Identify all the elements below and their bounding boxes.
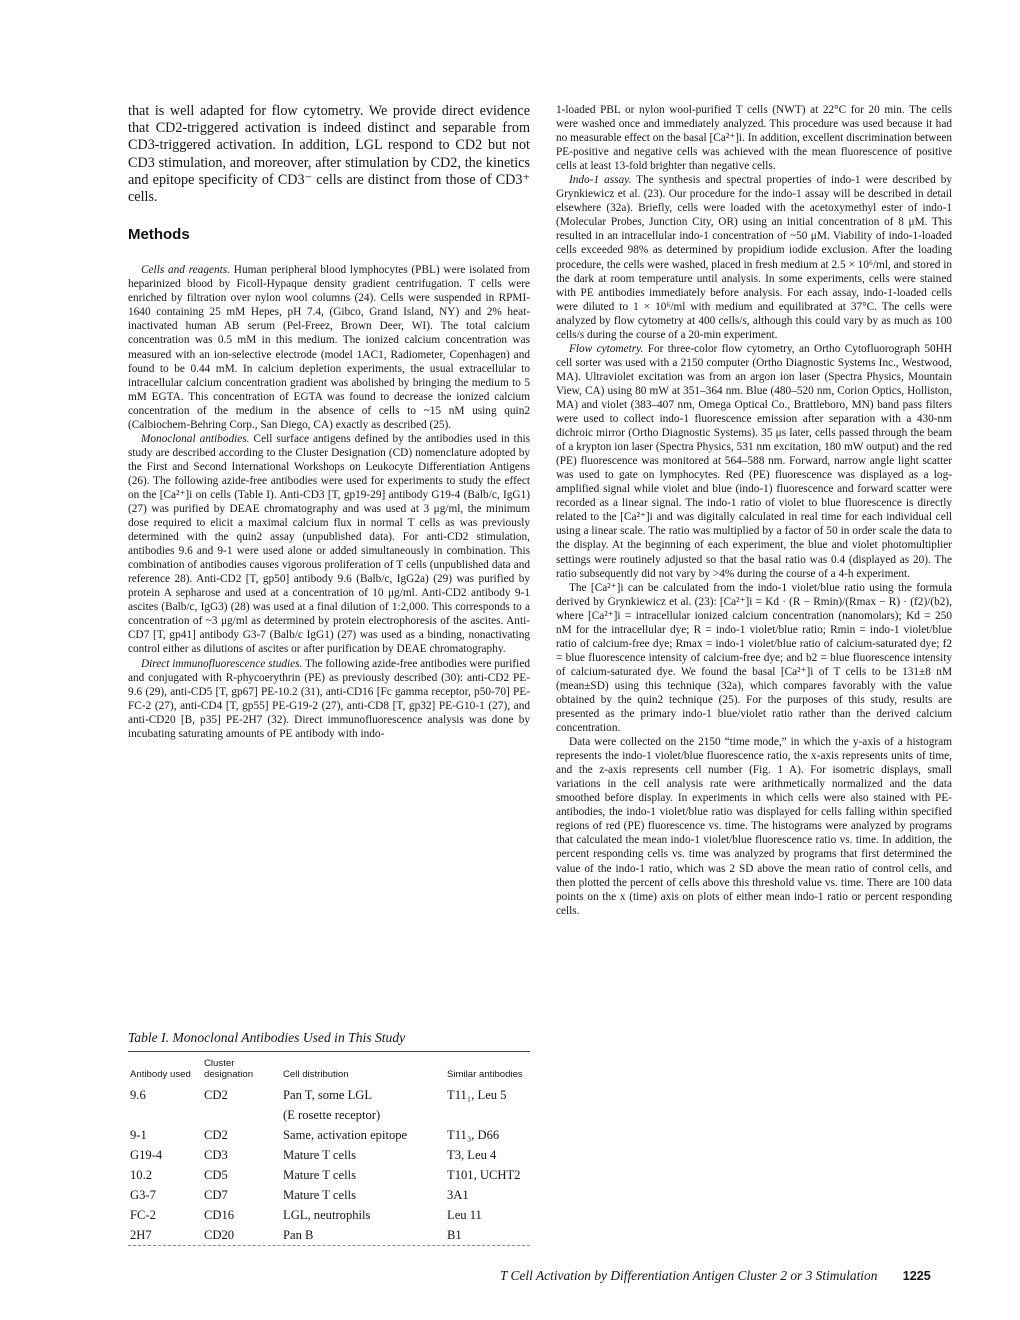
indo1-assay-paragraph <box>556 173 952 342</box>
cell-cluster: CD2 <box>204 1128 228 1142</box>
cell-cluster: CD16 <box>204 1208 235 1222</box>
cell-cluster: CD3 <box>204 1148 228 1162</box>
antibody-table <box>128 1052 530 1245</box>
flow-cytometry-paragraph <box>556 342 952 581</box>
page-number: 1225 <box>902 1269 931 1283</box>
table-caption: Table I. Monoclonal Antibodies Used in This Study <box>128 1030 406 1045</box>
table-row <box>128 1145 530 1165</box>
header-antibody-used: Antibody used <box>130 1069 191 1080</box>
cell-antibody: G19-4 <box>130 1148 163 1162</box>
intro-paragraph: that is well adapted for flow cytometry. We provide direct evidence that CD2-triggered activation is indeed distinct and separable from CD3-triggered activation. In addition, LGL respond to CD2 but not CD3 stimulation, and moreover, after stimulation by CD2, the kinetics and epitope specificity of CD3⁻ cells are distinct from those of CD3⁺ cells. <box>128 103 530 206</box>
cell-distribution: Pan T, some LGL <box>283 1088 373 1102</box>
cell-distribution: Mature T cells <box>283 1168 356 1182</box>
table-header-row <box>128 1052 530 1085</box>
flow-cytometry-text: For three-color flow cytometry, an Ortho Cytofluorograph 50HH cell sorter was used with a 2150 computer (Ortho Diagnostic Systems Inc., Westwood, MA). Ultraviolet excitation was from an argon ion laser (Spectra Physics, Mountain View, CA) using 80 mW at 351–364 nm. Blue (480–520 nm, Corion Optics, Holliston, MA) and violet (383–407 nm, Omega Optical Co., Brattleboro, MN) band pass filters were used to collect indo-1 fluorescence emission after separation with a 430-nm dichroic mirror (Ortho Diagnostic Systems). 35 μs later, cells passed through the beam of a krypton ion laser (Spectra Physics, 531 nm excitation, 180 mW output) and the red (PE) fluorescence was monitored at 564–588 nm. Forward, narrow angle light scatter was used to gate on lymphocytes. Red (PE) fluorescence was displayed as a log-amplified signal while violet and blue (indo-1) fluorescence and forward scatter were recorded as a linear signal. The indo-1 ratio of violet to blue fluorescence is directly related to the [Ca²⁺]i and was digitally calculated in real time for each individual cell using a linear scale. The ratio was multiplied by a factor of 50 in order scale the data to the display. At the beginning of each experiment, the blue and violet photomultiplier settings were routinely adjusted so that the basal ratio was 0.4 (displayed as 20). The ratio subsequently did not vary by >4% during the course of a 4-h experiment. <box>556 342 952 580</box>
cells-reagents-text: Human peripheral blood lymphocytes (PBL) were isolated from heparinized blood by Ficoll-Hypaque density gradient centrifugation. T cells were enriched by filtration over nylon wool columns (24). Cells were suspended in RPMI-1640 containing 25 mM Hepes, pH 7.4, (Gibco, Grand Island, NY) and 2% heat-inactivated human AB serum (Pel-Freez, Brown Deer, WI). The total calcium concentration was 0.5 mM in this medium. The ionized calcium concentration was measured with an ion-selective electrode (model 1AC1, Radiometer, Copenhagen) and found to be 0.44 mM. In calcium depletion experiments, the usual extracellular to intracellular calcium concentration gradient was abolished by bringing the medium to 5 mM EGTA. This concentration of EGTA was found to decrease the ionized calcium concentration of the medium in the absence of cells to ~15 nM using quin2 (Calbiochem-Behring Corp., San Diego, CA) exactly as described (25). <box>128 264 530 431</box>
table-bottom-rule <box>128 1245 530 1246</box>
cell-similar: T3, Leu 4 <box>447 1148 497 1162</box>
flow-cytometry-label: Flow cytometry. <box>569 342 644 355</box>
cell-cluster: CD2 <box>204 1088 228 1102</box>
table-1 <box>128 1030 530 1246</box>
cell-antibody: FC-2 <box>130 1208 156 1222</box>
running-title: T Cell Activation by Differentiation Antigen Cluster 2 or 3 Stimulation <box>500 1268 878 1283</box>
continued-paragraph: 1-loaded PBL or nylon wool-purified T cells (NWT) at 22°C for 20 min. The cells were washed once and immediately analyzed. This procedure was used because it had no measurable effect on the basal [Ca²⁺]i. In addition, excellent discrimination between PE-positive and negative cells was achieved with the mean fluorescence of positive cells at least 13-fold brighter than negative cells. <box>556 104 952 173</box>
data-collection-paragraph: Data were collected on the 2150 “time mode,” in which the y-axis of a histogram represents the indo-1 violet/blue fluorescence ratio, the x-axis represents units of time, and the z-axis represents cell number (Fig. 1 A). For isometric displays, small variations in the cell analysis rate were arithmetically normalized and the data smoothed before display. In experiments in which cells were also stained with PE-antibodies, the indo-1 violet/blue ratio was displayed for cells falling within specified regions of red (PE) fluorescence vs. time. The histograms were analyzed by programs that calculated the mean indo-1 violet/blue fluorescence ratio vs. time. In addition, the percent responding cells vs. time was analyzed by programs that first determined the value of the indo-1 ratio, which was 2 SD above the mean ratio of control cells, and then plotted the percent of cells above this threshold value vs. time. There are 100 data points on the x (time) axis on plots of either mean indo-1 ratio or percent responding cells. <box>556 736 952 917</box>
cell-distribution: Mature T cells <box>283 1188 356 1202</box>
cell-similar: T11₃, D66 <box>447 1128 500 1142</box>
immunofluorescence-paragraph <box>128 657 530 741</box>
cell-distribution: Same, activation epitope <box>283 1128 408 1142</box>
cells-reagents-paragraph <box>128 263 530 432</box>
immunofluorescence-text: The following azide-free antibodies were purified and conjugated with R-phycoerythrin (PE) as previously described (30): anti-CD2 PE-9.6 (29), anti-CD5 [T, gp67] PE-10.2 (31), anti-CD16 [Fc gamma receptor, p50-70] PE-FC-2 (27), anti-CD4 [T, gp55] PE-G19-2 (27), anti-CD8 [T, gp32] PE-G10-1 (27), and anti-CD20 [B, p35] PE-2H7 (32). Direct immunofluorescence analysis was done by incubating saturating amounts of PE antibody with indo- <box>128 657 530 740</box>
cell-similar: T101, UCHT2 <box>447 1168 521 1182</box>
monoclonal-antibodies-text: Cell surface antigens defined by the antibodies used in this study are described according to the Cluster Designation (CD) nomenclature adopted by the First and Second International Workshops on Leukocyte Differentiation Antigens (26). The following azide-free antibodies were used for experiments to study the effect on the [Ca²⁺]i on cells (Table I). Anti-CD3 [T, gp19-29] antibody G19-4 (Balb/c, IgG1) (27) was purified by DEAE chromatography and was used at 3 μg/ml, the minimum dose required to elicit a maximal calcium flux in normal T cells as was previously determined with the quin2 assay (unpublished data). For anti-CD2 stimulation, antibodies 9.6 and 9-1 were used alone or added simultaneously in combination. This combination of antibodies causes vigorous proliferation of T cells (unpublished data and reference 28). Anti-CD2 [T, gp50] antibody 9.6 (Balb/c, IgG2a) (29) was purified by protein A sepharose and used at a concentration of 10 μg/ml. Anti-CD2 antibody 9-1 ascites (Balb/c, IgG3) (28) was used at a final dilution of 1:2,000. This corresponds to a concentration of ~3 μg/ml as determined by protein electrophoresis of the ascites. Anti-CD7 [T, gp41] antibody G3-7 (Balb/c IgG1) (27) was used as a binding, nonactivating control either as dilutions of ascites or after purification by DEAE chromatography. <box>128 432 530 656</box>
cell-cluster: CD7 <box>204 1188 228 1202</box>
table-row <box>128 1105 530 1125</box>
page-footer <box>500 1268 962 1284</box>
cell-cluster: CD20 <box>204 1228 235 1242</box>
table-body <box>128 1085 530 1245</box>
calcium-formula-paragraph: The [Ca²⁺]i can be calculated from the indo-1 violet/blue ratio using the formula derived by Grynkiewicz et al. (23): [Ca²⁺]i = Kd · (R − Rmin)/(Rmax − R) · (f2)/(b2), where [Ca²⁺]i = intracellular ionized calcium concentration (nanomolars); Kd = 250 nM for the intracellular dye; R = indo-1 violet/blue ratio; Rmin = indo-1 violet/blue ratio of calcium-free dye; Rmax = indo-1 violet/blue ratio of calcium-saturated dye; f2 = blue fluorescence intensity of calcium-free dye; and b2 = blue fluorescence intensity of calcium-saturated dye. We found the basal [Ca²⁺]i of T cells to be 131±8 nM (mean±SD) using this technique (32a), which compares favorably with the value obtained by the quin2 technique (25). For the purposes of this study, results are presented as the primary indo-1 blue/violet ratio rather than the derived calcium concentration. <box>556 581 952 735</box>
cell-antibody: 9-1 <box>130 1128 147 1142</box>
cell-distribution: (E rosette receptor) <box>283 1108 381 1122</box>
methods-heading: Methods <box>128 226 190 244</box>
header-cluster-designation: Cluster designation <box>204 1058 254 1080</box>
cell-similar <box>445 1105 530 1125</box>
table-row <box>128 1165 530 1185</box>
header-similar-antibodies: Similar antibodies <box>447 1069 523 1080</box>
cell-antibody: 2H7 <box>130 1228 152 1242</box>
cell-antibody: 10.2 <box>130 1168 153 1182</box>
cell-similar: 3A1 <box>447 1188 469 1202</box>
cell-similar: T11₁, Leu 5 <box>447 1088 507 1102</box>
indo1-assay-label: Indo-1 assay. <box>569 174 632 187</box>
cells-reagents-label: Cells and reagents. <box>141 264 231 277</box>
immunofluorescence-label: Direct immunofluorescence studies. <box>141 657 303 670</box>
cell-similar: B1 <box>447 1228 462 1242</box>
cell-antibody <box>128 1105 202 1125</box>
cell-cluster <box>202 1105 281 1125</box>
table-row <box>128 1125 530 1145</box>
right-column <box>556 103 952 918</box>
table-row <box>128 1205 530 1225</box>
header-cell-distribution: Cell distribution <box>283 1069 349 1080</box>
cell-cluster: CD5 <box>204 1168 228 1182</box>
indo1-assay-text: The synthesis and spectral properties of indo-1 were described by Grynkiewicz et al. (23). Our procedure for the indo-1 assay will be described in detail elsewhere (32a). Briefly, cells were loaded with the acetoxymethyl ester of indo-1 (Molecular Probes, Junction City, OR) using an initial concentration of 8 μM. This resulted in an intracellular indo-1 concentration of ~50 μM. Viability of indo-1-loaded cells exceeded 98% as determined by propidium iodide exclusion. After the loading procedure, the cells were washed, placed in fresh medium at 2.5 × 10⁶/ml, and stored in the dark at room temperature until analysis. In some experiments, cells were stained with PE antibodies immediately before analysis. For each assay, indo-1-loaded cells were diluted to 1 × 10⁶/ml with medium and equilibrated at 37°C. The cells were analyzed by flow cytometry at 400 cells/s, although this could vary by as much as 100 cells/s during the course of a 20-min experiment. <box>556 174 952 341</box>
table-row <box>128 1085 530 1105</box>
cell-antibody: G3-7 <box>130 1188 156 1202</box>
left-column <box>128 103 530 741</box>
monoclonal-antibodies-label: Monoclonal antibodies. <box>141 432 250 445</box>
cell-distribution: Mature T cells <box>283 1148 356 1162</box>
cell-distribution: LGL, neutrophils <box>283 1208 371 1222</box>
cell-distribution: Pan B <box>283 1228 314 1242</box>
table-row <box>128 1225 530 1245</box>
table-row <box>128 1185 530 1205</box>
monoclonal-antibodies-paragraph <box>128 432 530 657</box>
cell-similar: Leu 11 <box>447 1208 482 1222</box>
cell-antibody: 9.6 <box>130 1088 146 1102</box>
